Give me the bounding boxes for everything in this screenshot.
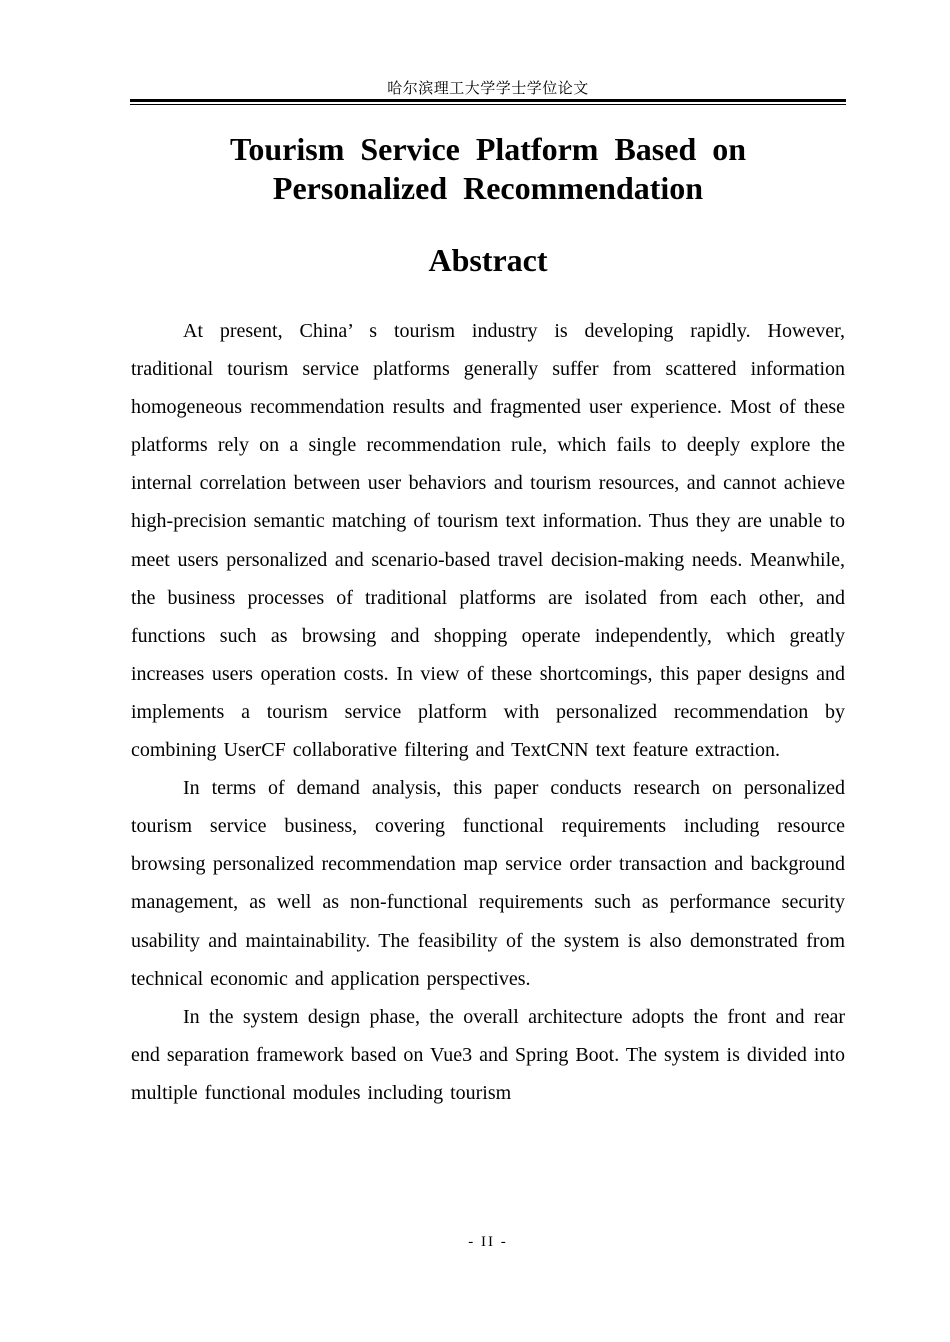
abstract-paragraph-1: At present, China’ s tourism industry is developing rapidly. However, traditional tourism service platforms generally suffer from scattered information homogeneous recommendation results and fragmented user experience. Most of these platforms rely on a single recommendation rule, which fails to deeply explore the internal correlation between user behaviors and tourism resources, and cannot achieve high-precision semantic matching of tourism text information. Thus they are unable to meet users personalized and scenario-based travel decision-making needs. Meanwhile, the business processes of traditional platforms are isolated from each other, and functions such as browsing and shopping operate independently, which greatly increases users operation costs. In view of these shortcomings, this paper designs and implements a tourism service platform with personalized recommendation by combining UserCF collaborative filtering and TextCNN text feature extraction. — [131, 320, 845, 762]
paper-title-line-1: Tourism Service Platform Based on — [229, 131, 747, 167]
page-number: - II - — [468, 1234, 508, 1250]
abstract-body — [131, 312, 845, 1112]
header-rule-thin — [130, 104, 846, 105]
paper-title-line-2: Personalized Recommendation — [272, 170, 704, 206]
abstract-heading: Abstract — [428, 242, 548, 278]
paper-title — [130, 130, 846, 208]
header-rule-thick — [130, 99, 846, 102]
abstract-paragraph-2: In terms of demand analysis, this paper conducts research on personalized tourism service business, covering functional requirements including resource browsing personalized recommendation map service order transaction and background management, as well as non-functional requirements such as performance security usability and maintainability. The feasibility of the system is also demonstrated from technical economic and application perspectives. — [131, 777, 845, 990]
running-header: 哈尔滨理工大学学士学位论文 — [387, 79, 589, 97]
abstract-paragraph-3: In the system design phase, the overall architecture adopts the front and rear end separation framework based on Vue3 and Spring Boot. The system is divided into multiple functional modules including tourism — [131, 1005, 845, 1104]
